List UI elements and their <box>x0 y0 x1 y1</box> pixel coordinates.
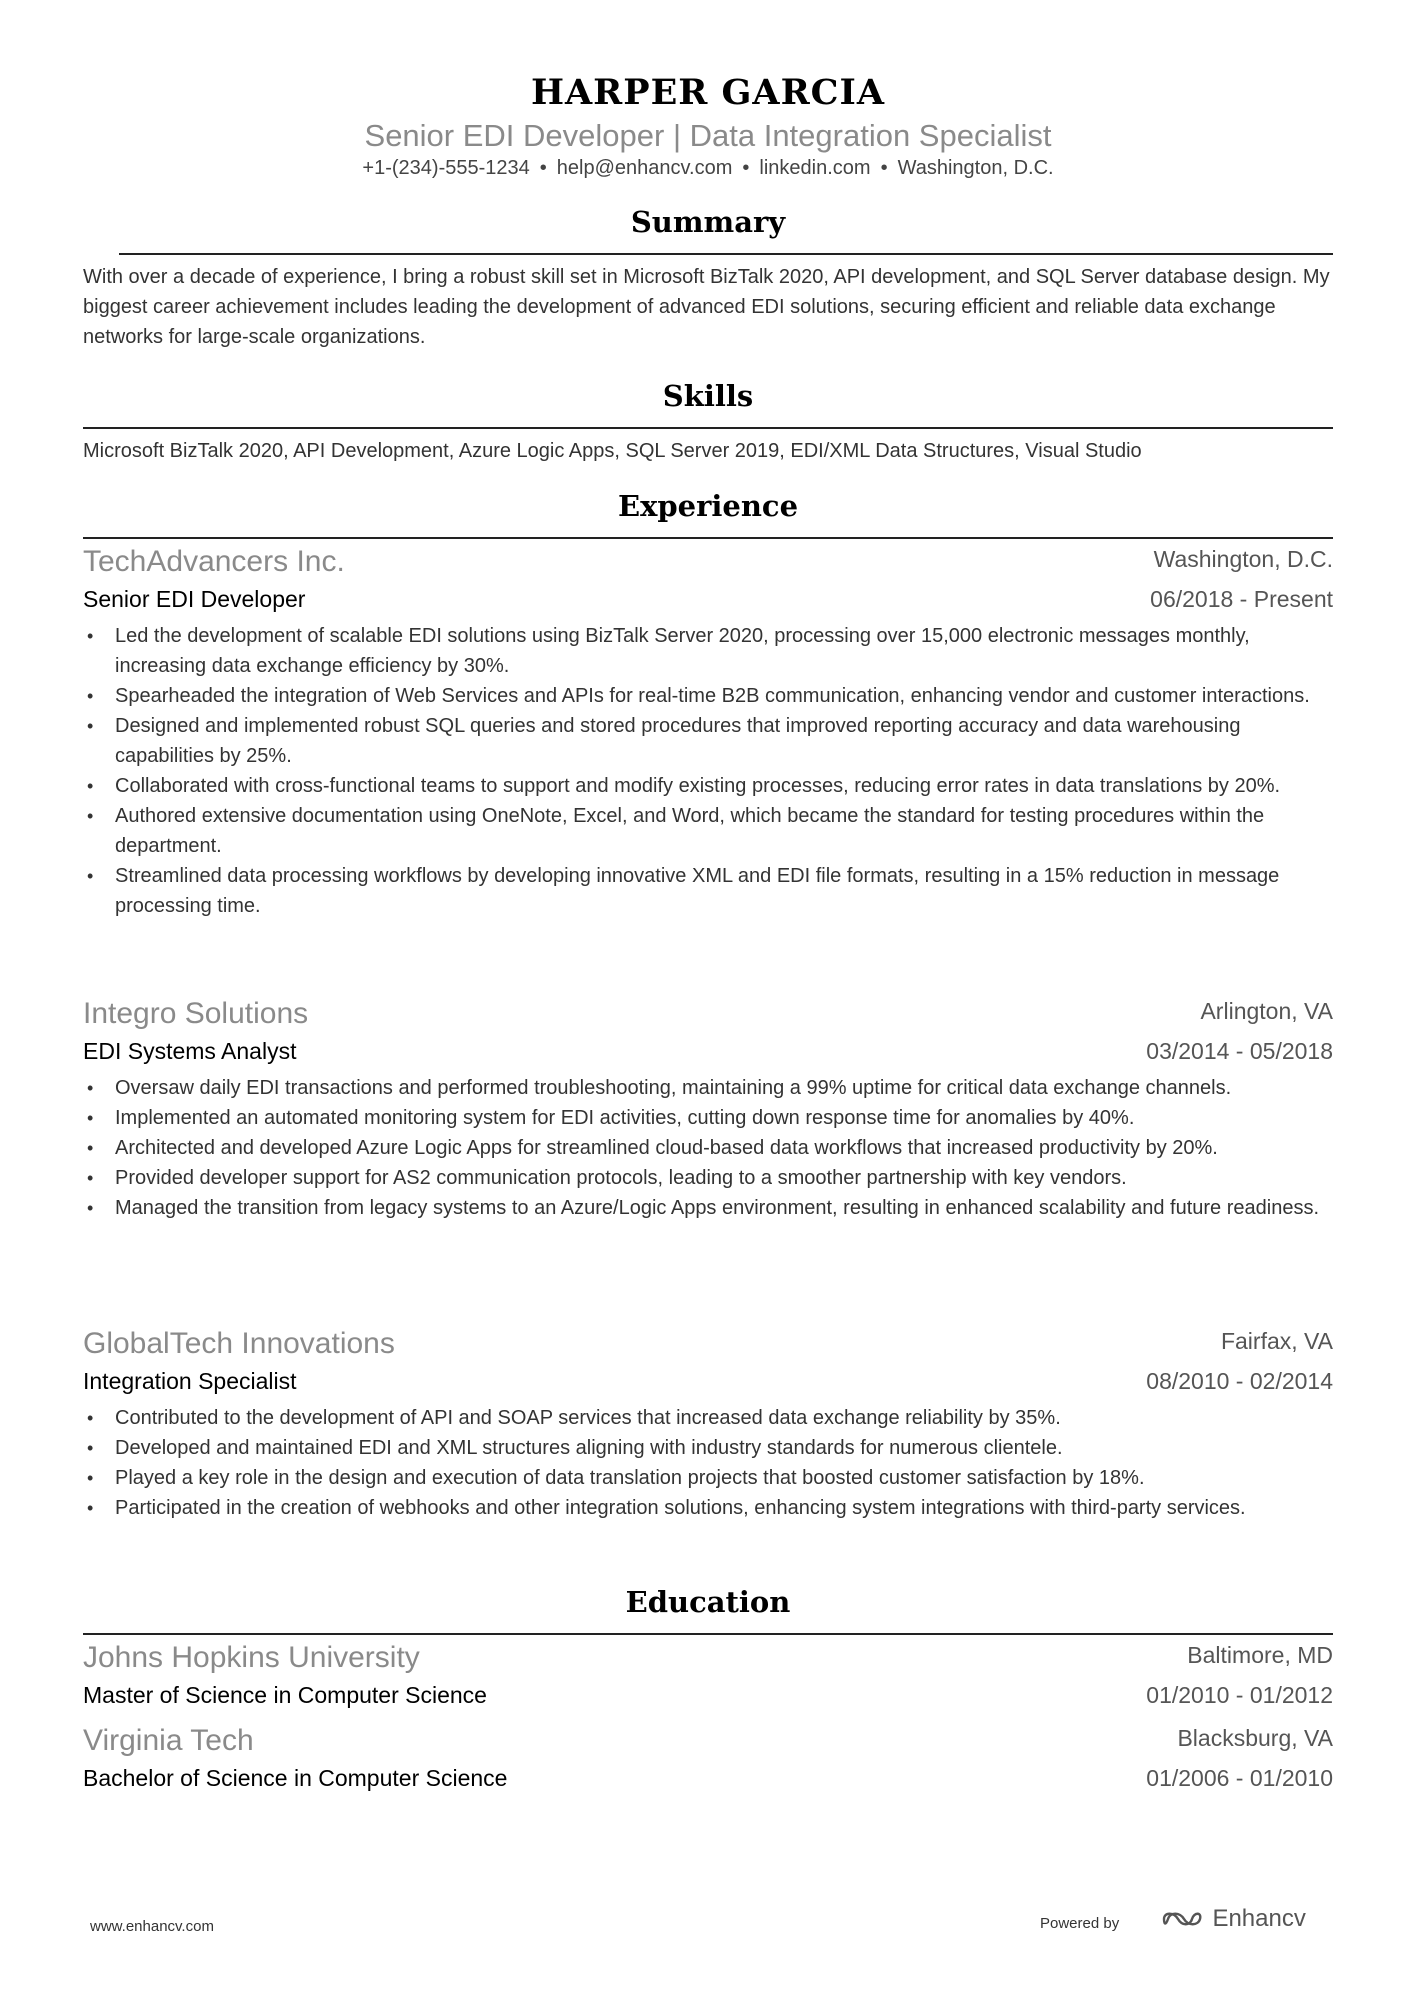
contact-linkedin[interactable]: linkedin.com <box>759 157 871 179</box>
summary-divider <box>119 253 1333 255</box>
school-location: Blacksburg, VA <box>1177 1725 1333 1751</box>
bullet-dot: • <box>87 776 94 796</box>
footer-powered-by: Powered by <box>1040 1915 1120 1932</box>
enhancv-logo-icon <box>1160 1907 1204 1931</box>
job-title: Senior EDI Developer <box>83 586 306 612</box>
bullet-separator: • <box>539 157 547 179</box>
experience-heading: Experience <box>617 489 799 523</box>
bullet-dot: • <box>87 1138 94 1158</box>
job-location: Fairfax, VA <box>1220 1328 1333 1354</box>
job-company: TechAdvancers Inc. <box>83 545 345 578</box>
job-title: Integration Specialist <box>83 1368 297 1394</box>
bullet-dot: • <box>87 1498 94 1518</box>
job-bullet: • Streamlined data processing workflows by developing innovative XML and EDI file formats, resulting in a 15% reduction in message processing time. <box>83 861 1333 921</box>
job-title: EDI Systems Analyst <box>83 1038 297 1064</box>
education-heading: Education <box>625 1585 791 1619</box>
job-bullet: • Designed and implemented robust SQL queries and stored procedures that improved reporting accuracy and data warehousing capabilities by 25%. <box>83 711 1333 771</box>
job-bullet: • Architected and developed Azure Logic Apps for streamlined cloud-based data workflows that increased productivity by 20%. <box>83 1133 1333 1163</box>
job-company: GlobalTech Innovations <box>83 1327 395 1360</box>
job-location: Washington, D.C. <box>1153 546 1333 572</box>
job-dates: 03/2014 - 05/2018 <box>1146 1038 1333 1064</box>
bullet-dot: • <box>87 1198 94 1218</box>
job-bullets <box>83 1403 1333 1523</box>
bullet-dot: • <box>87 1168 94 1188</box>
school-location: Baltimore, MD <box>1187 1642 1333 1668</box>
job-bullet: • Collaborated with cross-functional teams to support and modify existing processes, reducing error rates in data translations by 20%. <box>83 771 1333 801</box>
enhancv-brand-text: Enhancv <box>1212 1905 1306 1932</box>
bullet-dot: • <box>87 1078 94 1098</box>
job-company: Integro Solutions <box>83 997 309 1030</box>
job-location: Arlington, VA <box>1200 998 1333 1024</box>
enhancv-logo[interactable] <box>1160 1905 1306 1941</box>
degree-title: Master of Science in Computer Science <box>83 1682 487 1708</box>
contact-phone: +1-(234)-555-1234 <box>362 157 530 179</box>
job-bullet: • Contributed to the development of API and SOAP services that increased data exchange reliability by 35%. <box>83 1403 1333 1433</box>
job-bullet: • Oversaw daily EDI transactions and performed troubleshooting, maintaining a 99% uptime for critical data exchange channels. <box>83 1073 1333 1103</box>
job-bullet: • Played a key role in the design and execution of data translation projects that boosted customer satisfaction by 18%. <box>83 1463 1333 1493</box>
bullet-dot: • <box>87 866 94 886</box>
contact-line <box>83 157 1333 180</box>
job-bullet: • Participated in the creation of webhooks and other integration solutions, enhancing system integrations with third-party services. <box>83 1493 1333 1523</box>
bullet-dot: • <box>87 686 94 706</box>
summary-text: With over a decade of experience, I bring a robust skill set in Microsoft BizTalk 2020, API development, and SQL Server database design. My biggest career achievement includes leading the development of advanced EDI solutions, securing efficient and reliable data exchange networks for large-scale organizations. <box>83 266 1330 348</box>
skills-text: Microsoft BizTalk 2020, API Development, Azure Logic Apps, SQL Server 2019, EDI/XML Data Structures, Visual Studio <box>83 440 1142 462</box>
footer-website-link[interactable]: www.enhancv.com <box>90 1918 214 1935</box>
contact-location: Washington, D.C. <box>897 157 1054 179</box>
bullet-dot: • <box>87 806 94 826</box>
bullet-dot: • <box>87 1408 94 1428</box>
degree-dates: 01/2010 - 01/2012 <box>1146 1682 1333 1708</box>
bullet-dot: • <box>87 1438 94 1458</box>
school-name: Virginia Tech <box>83 1724 254 1757</box>
bullet-dot: • <box>87 1468 94 1488</box>
job-dates: 08/2010 - 02/2014 <box>1146 1368 1333 1394</box>
degree-dates: 01/2006 - 01/2010 <box>1146 1765 1333 1791</box>
bullet-separator: • <box>880 157 888 179</box>
skills-heading: Skills <box>662 379 754 413</box>
job-bullet: • Led the development of scalable EDI solutions using BizTalk Server 2020, processing over 15,000 electronic messages monthly, increasing data exchange efficiency by 30%. <box>83 621 1333 681</box>
bullet-dot: • <box>87 716 94 736</box>
job-bullets <box>83 621 1333 921</box>
experience-divider <box>83 537 1333 539</box>
skills-divider <box>83 427 1333 429</box>
job-bullet: • Implemented an automated monitoring system for EDI activities, cutting down response time for anomalies by 40%. <box>83 1103 1333 1133</box>
job-dates: 06/2018 - Present <box>1150 586 1333 612</box>
candidate-name: HARPER GARCIA <box>530 72 886 113</box>
bullet-separator: • <box>742 157 750 179</box>
job-bullets <box>83 1073 1333 1223</box>
degree-title: Bachelor of Science in Computer Science <box>83 1765 508 1791</box>
job-bullet: • Authored extensive documentation using OneNote, Excel, and Word, which became the standard for testing procedures within the department. <box>83 801 1333 861</box>
school-name: Johns Hopkins University <box>83 1641 420 1674</box>
candidate-headline: Senior EDI Developer | Data Integration Specialist <box>364 118 1052 153</box>
job-bullet: • Provided developer support for AS2 communication protocols, leading to a smoother partnership with key vendors. <box>83 1163 1333 1193</box>
bullet-dot: • <box>87 1108 94 1128</box>
job-bullet: • Developed and maintained EDI and XML structures aligning with industry standards for numerous clientele. <box>83 1433 1333 1463</box>
bullet-dot: • <box>87 626 94 646</box>
summary-heading: Summary <box>630 205 786 239</box>
contact-email[interactable]: help@enhancv.com <box>556 157 733 179</box>
job-bullet: • Spearheaded the integration of Web Services and APIs for real-time B2B communication, enhancing vendor and customer interactions. <box>83 681 1333 711</box>
job-bullet: • Managed the transition from legacy systems to an Azure/Logic Apps environment, resulting in enhanced scalability and future readiness. <box>83 1193 1333 1223</box>
education-divider <box>83 1633 1333 1635</box>
